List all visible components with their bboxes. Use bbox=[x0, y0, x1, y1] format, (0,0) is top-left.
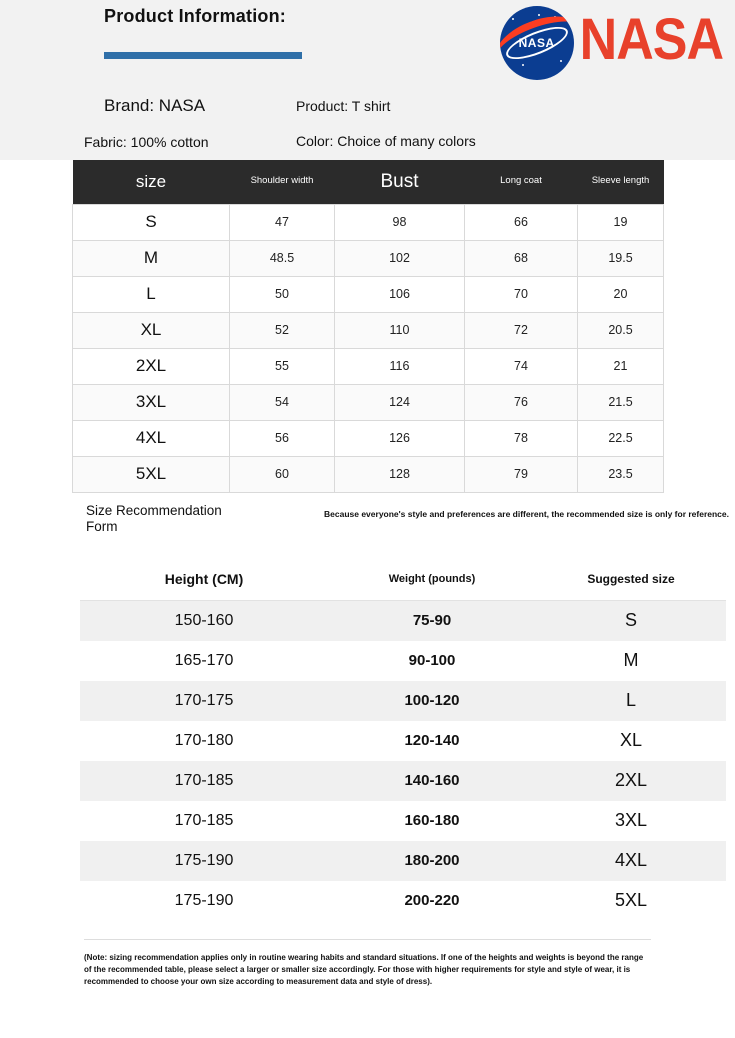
cell-bust: 126 bbox=[335, 420, 465, 456]
cell-sleeve: 21 bbox=[578, 348, 664, 384]
cell-sleeve: 19.5 bbox=[578, 240, 664, 276]
column-header-sleeve-length: Sleeve length bbox=[578, 160, 664, 204]
cell-bust: 128 bbox=[335, 456, 465, 492]
size-chart-table bbox=[72, 160, 664, 493]
cell-shoulder: 54 bbox=[230, 384, 335, 420]
table-row bbox=[73, 384, 664, 420]
cell-weight: 90-100 bbox=[328, 641, 536, 681]
cell-shoulder: 56 bbox=[230, 420, 335, 456]
cell-long-coat: 66 bbox=[465, 204, 578, 240]
table-row bbox=[80, 721, 726, 761]
table-row bbox=[80, 841, 726, 881]
table-row bbox=[73, 456, 664, 492]
cell-size: L bbox=[73, 276, 230, 312]
column-header-size: size bbox=[73, 160, 230, 204]
cell-suggested-size: 4XL bbox=[536, 841, 726, 881]
title-underline-divider bbox=[104, 52, 302, 59]
cell-weight: 140-160 bbox=[328, 761, 536, 801]
cell-suggested-size: 5XL bbox=[536, 881, 726, 921]
color-label: Color: Choice of many colors bbox=[296, 133, 476, 149]
cell-long-coat: 79 bbox=[465, 456, 578, 492]
table-header-row bbox=[73, 160, 664, 204]
table-row bbox=[73, 240, 664, 276]
table-row bbox=[80, 761, 726, 801]
cell-size: 5XL bbox=[73, 456, 230, 492]
cell-weight: 100-120 bbox=[328, 681, 536, 721]
product-label: Product: T shirt bbox=[296, 98, 391, 114]
page-title: Product Information: bbox=[104, 6, 286, 26]
cell-sleeve: 21.5 bbox=[578, 384, 664, 420]
cell-long-coat: 78 bbox=[465, 420, 578, 456]
cell-long-coat: 70 bbox=[465, 276, 578, 312]
table-row bbox=[80, 801, 726, 841]
table-row bbox=[73, 420, 664, 456]
cell-weight: 75-90 bbox=[328, 601, 536, 641]
table-row bbox=[80, 641, 726, 681]
cell-shoulder: 55 bbox=[230, 348, 335, 384]
cell-shoulder: 50 bbox=[230, 276, 335, 312]
cell-long-coat: 68 bbox=[465, 240, 578, 276]
table-row bbox=[73, 204, 664, 240]
column-header-weight: Weight (pounds) bbox=[328, 559, 536, 601]
table-row bbox=[73, 348, 664, 384]
size-recommendation-note: Because everyone's style and preferences are different, the recommended size is only for reference. bbox=[324, 508, 729, 519]
cell-sleeve: 20 bbox=[578, 276, 664, 312]
cell-sleeve: 23.5 bbox=[578, 456, 664, 492]
size-recommendation-title: Size Recommendation Form bbox=[86, 502, 222, 535]
cell-suggested-size: M bbox=[536, 641, 726, 681]
nasa-logo bbox=[500, 6, 723, 80]
cell-height: 170-175 bbox=[80, 681, 328, 721]
column-header-height: Height (CM) bbox=[80, 559, 328, 601]
product-info-header bbox=[0, 0, 735, 88]
cell-suggested-size: S bbox=[536, 601, 726, 641]
cell-weight: 120-140 bbox=[328, 721, 536, 761]
table-header-row bbox=[80, 559, 726, 601]
table-row bbox=[80, 681, 726, 721]
cell-weight: 160-180 bbox=[328, 801, 536, 841]
cell-shoulder: 47 bbox=[230, 204, 335, 240]
cell-size: S bbox=[73, 204, 230, 240]
table-row bbox=[80, 881, 726, 921]
cell-suggested-size: XL bbox=[536, 721, 726, 761]
column-header-bust: Bust bbox=[335, 160, 465, 204]
cell-long-coat: 74 bbox=[465, 348, 578, 384]
cell-shoulder: 52 bbox=[230, 312, 335, 348]
cell-height: 170-185 bbox=[80, 761, 328, 801]
size-chart-section bbox=[0, 160, 735, 493]
size-recommendation-table bbox=[80, 559, 726, 921]
cell-bust: 116 bbox=[335, 348, 465, 384]
table-row bbox=[73, 312, 664, 348]
brand-label: Brand: NASA bbox=[104, 96, 206, 115]
cell-height: 165-170 bbox=[80, 641, 328, 681]
cell-size: M bbox=[73, 240, 230, 276]
cell-long-coat: 76 bbox=[465, 384, 578, 420]
cell-height: 175-190 bbox=[80, 881, 328, 921]
nasa-badge-text: NASA bbox=[518, 36, 555, 50]
cell-height: 150-160 bbox=[80, 601, 328, 641]
cell-shoulder: 60 bbox=[230, 456, 335, 492]
size-recommendation-header bbox=[0, 493, 735, 553]
cell-weight: 200-220 bbox=[328, 881, 536, 921]
cell-bust: 102 bbox=[335, 240, 465, 276]
cell-suggested-size: L bbox=[536, 681, 726, 721]
cell-bust: 110 bbox=[335, 312, 465, 348]
column-header-long-coat: Long coat bbox=[465, 160, 578, 204]
fabric-label: Fabric: 100% cotton bbox=[84, 134, 209, 150]
cell-shoulder: 48.5 bbox=[230, 240, 335, 276]
cell-sleeve: 19 bbox=[578, 204, 664, 240]
cell-sleeve: 20.5 bbox=[578, 312, 664, 348]
product-attributes bbox=[0, 88, 735, 160]
cell-suggested-size: 2XL bbox=[536, 761, 726, 801]
cell-suggested-size: 3XL bbox=[536, 801, 726, 841]
cell-bust: 106 bbox=[335, 276, 465, 312]
column-header-shoulder-width: Shoulder width bbox=[230, 160, 335, 204]
cell-size: 3XL bbox=[73, 384, 230, 420]
cell-size: 4XL bbox=[73, 420, 230, 456]
cell-weight: 180-200 bbox=[328, 841, 536, 881]
column-header-suggested-size: Suggested size bbox=[536, 559, 726, 601]
cell-height: 170-185 bbox=[80, 801, 328, 841]
cell-long-coat: 72 bbox=[465, 312, 578, 348]
cell-size: XL bbox=[73, 312, 230, 348]
cell-sleeve: 22.5 bbox=[578, 420, 664, 456]
size-recommendation-section bbox=[0, 553, 735, 921]
cell-bust: 98 bbox=[335, 204, 465, 240]
cell-size: 2XL bbox=[73, 348, 230, 384]
cell-height: 175-190 bbox=[80, 841, 328, 881]
table-row bbox=[80, 601, 726, 641]
table-row bbox=[73, 276, 664, 312]
nasa-meatball-icon bbox=[500, 6, 574, 80]
cell-bust: 124 bbox=[335, 384, 465, 420]
cell-height: 170-180 bbox=[80, 721, 328, 761]
nasa-wordmark: NASA bbox=[579, 7, 723, 73]
sizing-footnote: (Note: sizing recommendation applies only in routine wearing habits and standard situations. If one of the heights and weights is beyond the range of the recommended table, please select a larger or smaller size accordingly. For those with higher requirements for style and style of wear, it is recommended to choose your own size according to measurement data and style of dress). bbox=[84, 939, 651, 988]
